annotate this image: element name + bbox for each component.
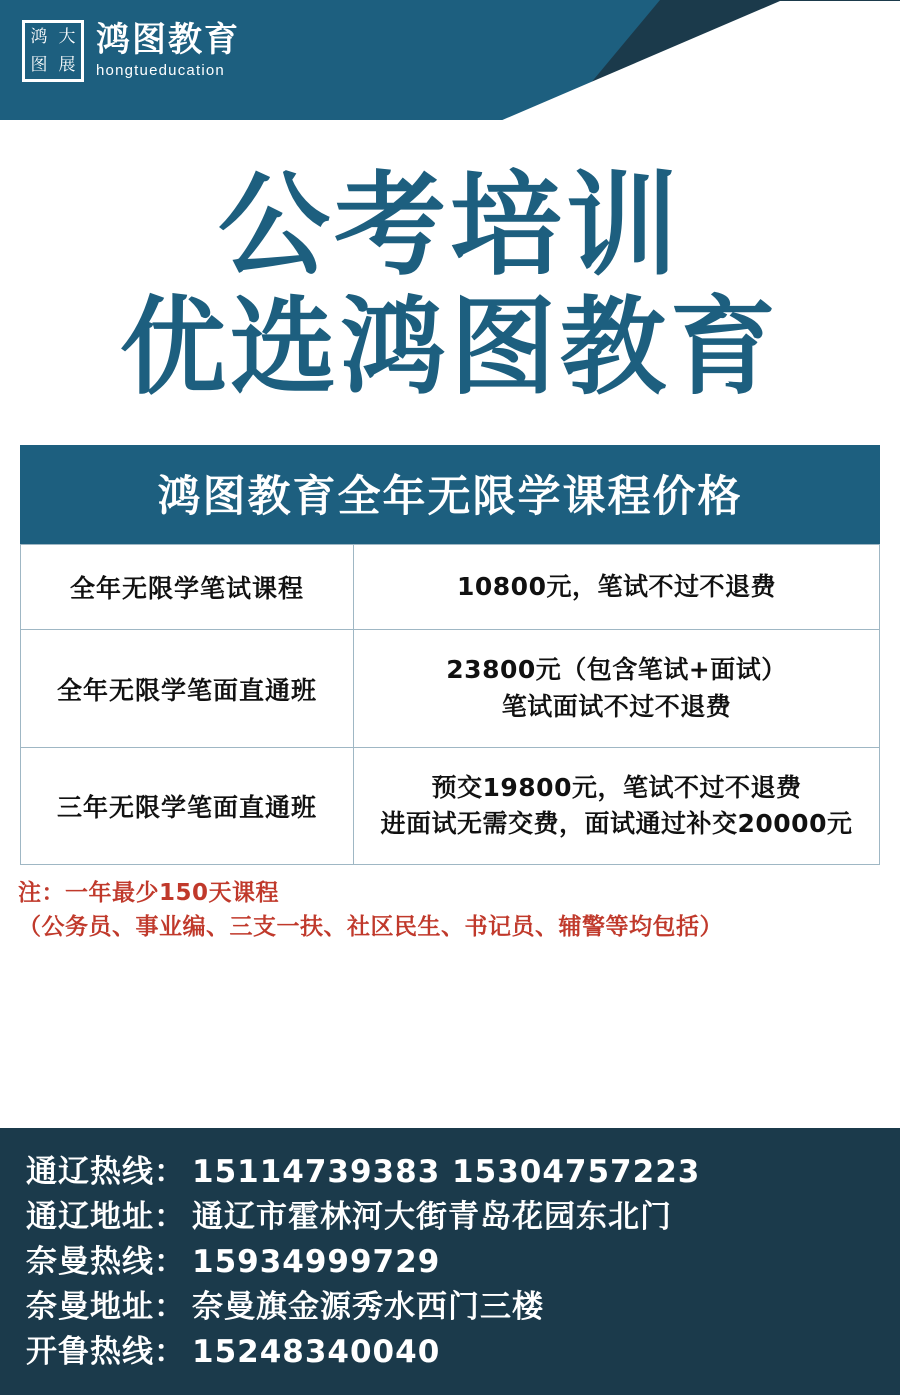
logo-glyph-4: 展 — [58, 54, 76, 75]
contact-value: 奈曼旗金源秀水西门三楼 — [192, 1289, 544, 1326]
top-banner — [0, 0, 900, 120]
contact-row-tongliao-address — [26, 1195, 900, 1240]
course-price: 10800元，笔试不过不退费 — [354, 545, 880, 630]
contact-row-tongliao-phone — [26, 1150, 900, 1195]
brand-text-block — [96, 20, 240, 79]
course-price — [354, 630, 880, 748]
logo-glyph-2: 大 — [58, 26, 76, 47]
contact-label: 奈曼热线： — [26, 1244, 186, 1281]
contact-footer — [0, 1128, 900, 1395]
price-table-title: 鸿图教育全年无限学课程价格 — [20, 445, 880, 544]
notes-block — [18, 877, 880, 944]
contact-label: 奈曼地址： — [26, 1289, 186, 1326]
contact-value: 15114739383 15304757223 — [192, 1154, 701, 1191]
contact-row-naiman-address — [26, 1285, 900, 1330]
course-price — [354, 747, 880, 865]
price-table — [20, 544, 880, 865]
note-line-2: （公务员、事业编、三支一扶、社区民生、书记员、辅警等均包括） — [18, 913, 723, 940]
contact-row-naiman-phone — [26, 1240, 900, 1285]
brand-logo — [22, 20, 240, 82]
course-price-line-2: 笔试面试不过不退费 — [501, 691, 732, 721]
table-row — [21, 747, 880, 865]
course-name: 全年无限学笔面直通班 — [21, 630, 354, 748]
brand-name-cn: 鸿图教育 — [96, 20, 240, 61]
contact-value: 通辽市霍林河大街青岛花园东北门 — [192, 1199, 672, 1236]
contact-value: 15934999729 — [192, 1244, 441, 1281]
headline-line-1: 公考培训 — [218, 161, 682, 291]
course-price-line-2: 进面试无需交费，面试通过补交20000元 — [380, 809, 853, 839]
logo-seal-icon — [22, 20, 84, 82]
contact-value: 15248340040 — [192, 1334, 441, 1371]
price-table-section — [20, 445, 880, 865]
note-line-1: 注：一年最少150天课程 — [18, 880, 280, 907]
brand-name-en: hongtueducation — [96, 61, 225, 79]
table-row — [21, 545, 880, 630]
course-price-line-1: 23800元（包含笔试+面试） — [446, 655, 787, 685]
logo-glyph-3: 图 — [30, 54, 48, 75]
course-name: 三年无限学笔面直通班 — [21, 747, 354, 865]
contact-label: 通辽热线： — [26, 1154, 186, 1191]
contact-label: 通辽地址： — [26, 1199, 186, 1236]
course-price-line-1: 预交19800元，笔试不过不退费 — [431, 772, 802, 802]
contact-label: 开鲁热线： — [26, 1334, 186, 1371]
logo-glyph-1: 鸿 — [30, 26, 48, 47]
course-name: 全年无限学笔试课程 — [21, 545, 354, 630]
headline-block — [0, 161, 900, 409]
contact-row-kailu-phone — [26, 1330, 900, 1375]
table-row — [21, 630, 880, 748]
headline-line-2: 优选鸿图教育 — [120, 285, 780, 409]
